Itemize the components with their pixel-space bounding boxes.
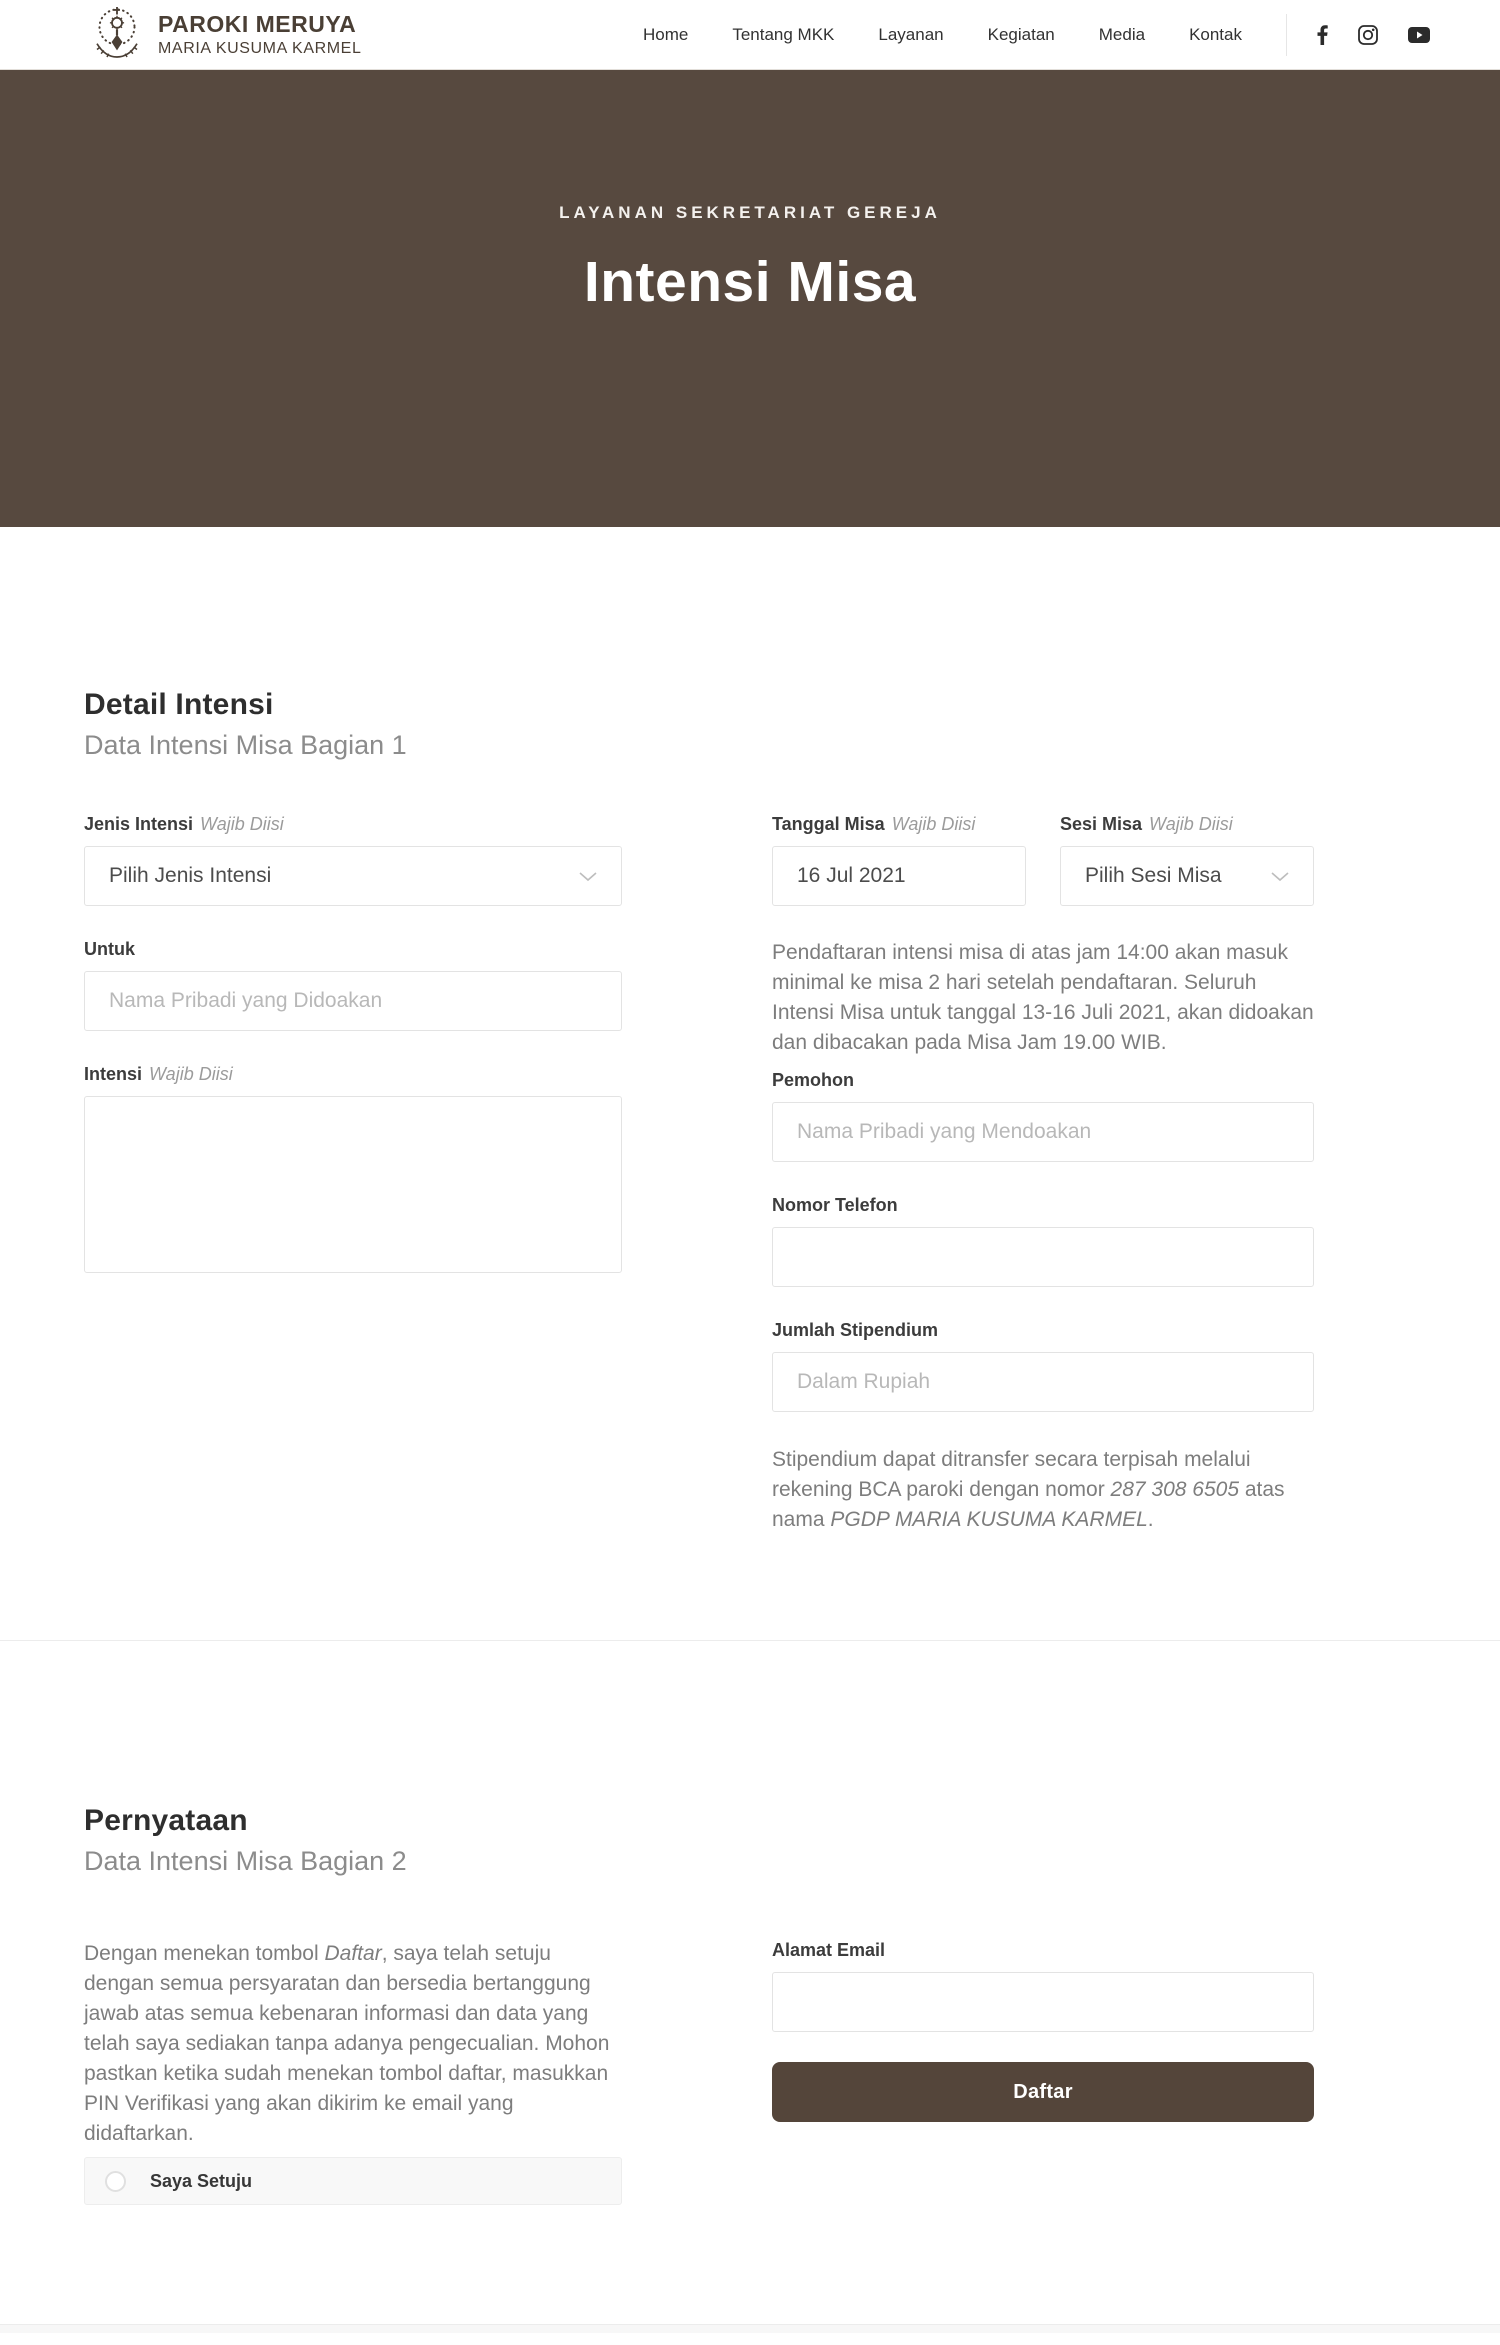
jenis-intensi-value: Pilih Jenis Intensi (109, 864, 272, 887)
section-pernyataan (0, 1640, 1500, 2345)
alamat-email-group (772, 1939, 1314, 2032)
saya-setuju-label: Saya Setuju (150, 2170, 253, 2191)
sesi-misa-select[interactable] (1060, 846, 1314, 906)
agree-radio-icon[interactable] (105, 2171, 126, 2192)
pemohon-group (772, 1069, 1314, 1162)
facebook-icon[interactable] (1317, 25, 1328, 45)
hero-banner (0, 70, 1500, 527)
stipendium-note: Stipendium dapat ditransfer secara terpisah melalui rekening BCA paroki dengan nomor 287 308 6505 atas nama PGDP MARIA KUSUMA KARMEL. (772, 1448, 1285, 1531)
jenis-intensi-label: Jenis Intensi Wajib Diisi (84, 814, 284, 834)
untuk-group (84, 938, 622, 1031)
nav-item-kontak[interactable]: Kontak (1189, 24, 1242, 44)
sesi-misa-group (1060, 813, 1314, 906)
daftar-button[interactable]: Daftar (772, 2062, 1314, 2122)
section1-subtitle: Data Intensi Misa Bagian 1 (84, 730, 407, 760)
nav-item-kegiatan[interactable]: Kegiatan (987, 24, 1055, 44)
form-left-column (84, 813, 622, 1278)
section2-subtitle: Data Intensi Misa Bagian 2 (84, 1846, 407, 1876)
jumlah-stipendium-input[interactable] (772, 1352, 1314, 1412)
sesi-misa-label: Sesi Misa Wajib Diisi (1060, 814, 1233, 834)
section2-title: Pernyataan (84, 1804, 248, 1837)
required-note: Wajib Diisi (200, 814, 284, 834)
youtube-icon[interactable] (1408, 27, 1430, 43)
alamat-email-label: Alamat Email (772, 1940, 886, 1960)
bank-account-name: PGDP MARIA KUSUMA KARMEL (830, 1508, 1148, 1531)
jumlah-stipendium-group (772, 1319, 1314, 1412)
intensi-textarea[interactable] (84, 1096, 622, 1273)
pernyataan-right-column (772, 1939, 1314, 2122)
agreement-text: Dengan menekan tombol Daftar, saya telah setuju dengan semua persyaratan dan bersedia bertanggung jawab atas semua kebenaran informasi dan data yang telah saya sediakan tanpa adanya pengecualian. Mohon pastkan ketika sudah menekan tombol daftar, masukkan PIN Verifikasi yang akan dikirim ke email yang didaftarkan. (84, 1942, 610, 2145)
jumlah-stipendium-label: Jumlah Stipendium (772, 1320, 939, 1340)
required-note: Wajib Diisi (1149, 814, 1233, 834)
tanggal-misa-input[interactable] (772, 846, 1026, 906)
nav-social-divider (1286, 14, 1287, 56)
parish-emblem-icon (90, 2, 144, 67)
logo-text (158, 11, 361, 58)
header (0, 0, 1500, 70)
untuk-input[interactable] (84, 971, 622, 1031)
logo-subtitle: MARIA KUSUMA KARMEL (158, 40, 362, 57)
footer-strip (0, 2324, 1500, 2333)
nav-item-layanan[interactable]: Layanan (878, 24, 944, 44)
parish-logo[interactable] (90, 2, 361, 67)
bank-account-number: 287 308 6505 (1110, 1478, 1240, 1501)
required-note: Wajib Diisi (149, 1064, 233, 1084)
nav-item-tentang-mkk[interactable]: Tentang MKK (732, 24, 835, 44)
jenis-intensi-select[interactable] (84, 846, 622, 906)
chevron-down-icon (579, 864, 597, 888)
schedule-note: Pendaftaran intensi misa di atas jam 14:00 akan masuk minimal ke misa 2 hari setelah pendaftaran. Seluruh Intensi Misa untuk tanggal 13-16 Juli 2021, akan didoakan dan dibacakan pada Misa Jam 19.00 WIB. (772, 941, 1314, 1054)
logo-title: PAROKI MERUYA (158, 11, 357, 37)
main-nav (643, 25, 1242, 45)
nomor-telefon-input[interactable] (772, 1227, 1314, 1287)
alamat-email-input[interactable] (772, 1972, 1314, 2032)
pemohon-input[interactable] (772, 1102, 1314, 1162)
saya-setuju-option[interactable] (84, 2157, 622, 2205)
intensi-label: Intensi Wajib Diisi (84, 1064, 233, 1084)
instagram-icon[interactable] (1358, 25, 1378, 45)
chevron-down-icon (1271, 864, 1289, 888)
pernyataan-left-column (84, 1939, 622, 2205)
social-links (1317, 25, 1430, 45)
hero-eyebrow: LAYANAN SEKRETARIAT GEREJA (559, 203, 941, 222)
daftar-emphasis: Daftar (324, 1942, 382, 1965)
tanggal-misa-group (772, 813, 1026, 906)
untuk-label: Untuk (84, 939, 135, 959)
nomor-telefon-group (772, 1194, 1314, 1287)
form-right-column (772, 813, 1314, 1535)
nav-item-media[interactable]: Media (1098, 24, 1146, 44)
page-title: Intensi Misa (583, 250, 917, 314)
section-detail-intensi (0, 527, 1500, 1640)
pernyataan-grid (84, 1939, 1314, 2205)
section1-title: Detail Intensi (84, 688, 274, 721)
nav-item-home[interactable]: Home (642, 24, 689, 44)
intensi-group (84, 1063, 622, 1278)
intensi-form-grid (84, 813, 1314, 1535)
tanggal-misa-label: Tanggal Misa Wajib Diisi (772, 814, 976, 834)
pemohon-label: Pemohon (772, 1070, 855, 1090)
date-session-row (772, 813, 1314, 906)
nomor-telefon-label: Nomor Telefon (772, 1195, 898, 1215)
required-note: Wajib Diisi (891, 814, 976, 834)
jenis-intensi-group (84, 813, 622, 906)
sesi-misa-value: Pilih Sesi Misa (1085, 864, 1222, 887)
